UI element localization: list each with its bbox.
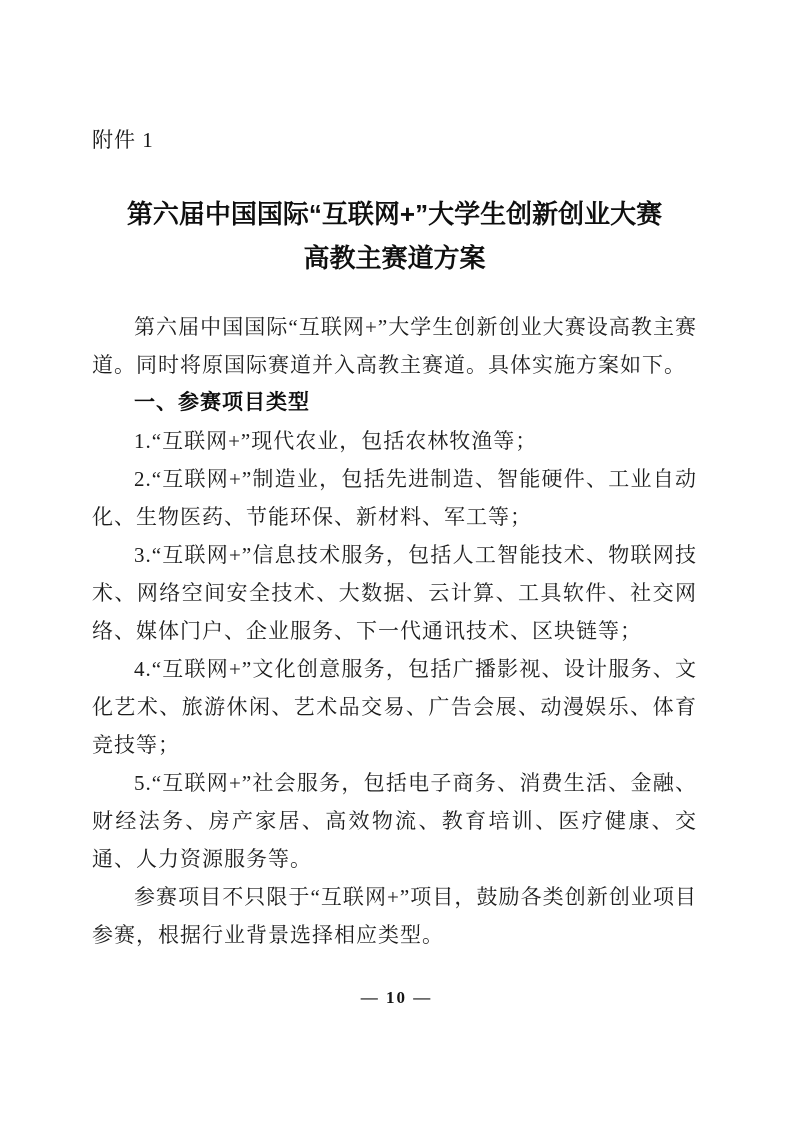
document-title-line-2: 高教主赛道方案: [303, 243, 486, 273]
document-title: [92, 192, 697, 280]
page-content: [0, 126, 793, 954]
section-heading: 一、参赛项目类型: [134, 391, 310, 414]
project-type-item-2: 2.“互联网+”制造业，包括先进制造、智能硬件、工业自动化、生物医药、节能环保、新材料、军工等；: [92, 467, 697, 529]
intro-paragraph: 第六届中国国际“互联网+”大学生创新创业大赛设高教主赛道。同时将原国际赛道并入高教主赛道。具体实施方案如下。: [92, 315, 697, 377]
project-type-item-4: 4.“互联网+”文化创意服务，包括广播影视、设计服务、文化艺术、旅游休闲、艺术品交易、广告会展、动漫娱乐、体育竞技等；: [92, 657, 697, 757]
project-type-item-3: 3.“互联网+”信息技术服务，包括人工智能技术、物联网技术、网络空间安全技术、大数据、云计算、工具软件、社交网络、媒体门户、企业服务、下一代通讯技术、区块链等；: [92, 543, 697, 643]
page-number-footer: — 10 —: [360, 988, 433, 1007]
project-type-item-5: 5.“互联网+”社会服务，包括电子商务、消费生活、金融、财经法务、房产家居、高效物流、教育培训、医疗健康、交通、人力资源服务等。: [92, 771, 697, 871]
attachment-label: 附件 1: [92, 128, 154, 152]
project-type-item-1: 1.“互联网+”现代农业，包括农林牧渔等；: [134, 429, 538, 453]
closing-paragraph: 参赛项目不只限于“互联网+”项目，鼓励各类创新创业项目参赛，根据行业背景选择相应类型。: [92, 885, 697, 947]
document-title-line-1: 第六届中国国际“互联网+”大学生创新创业大赛: [126, 199, 663, 229]
document-body: [92, 308, 697, 954]
